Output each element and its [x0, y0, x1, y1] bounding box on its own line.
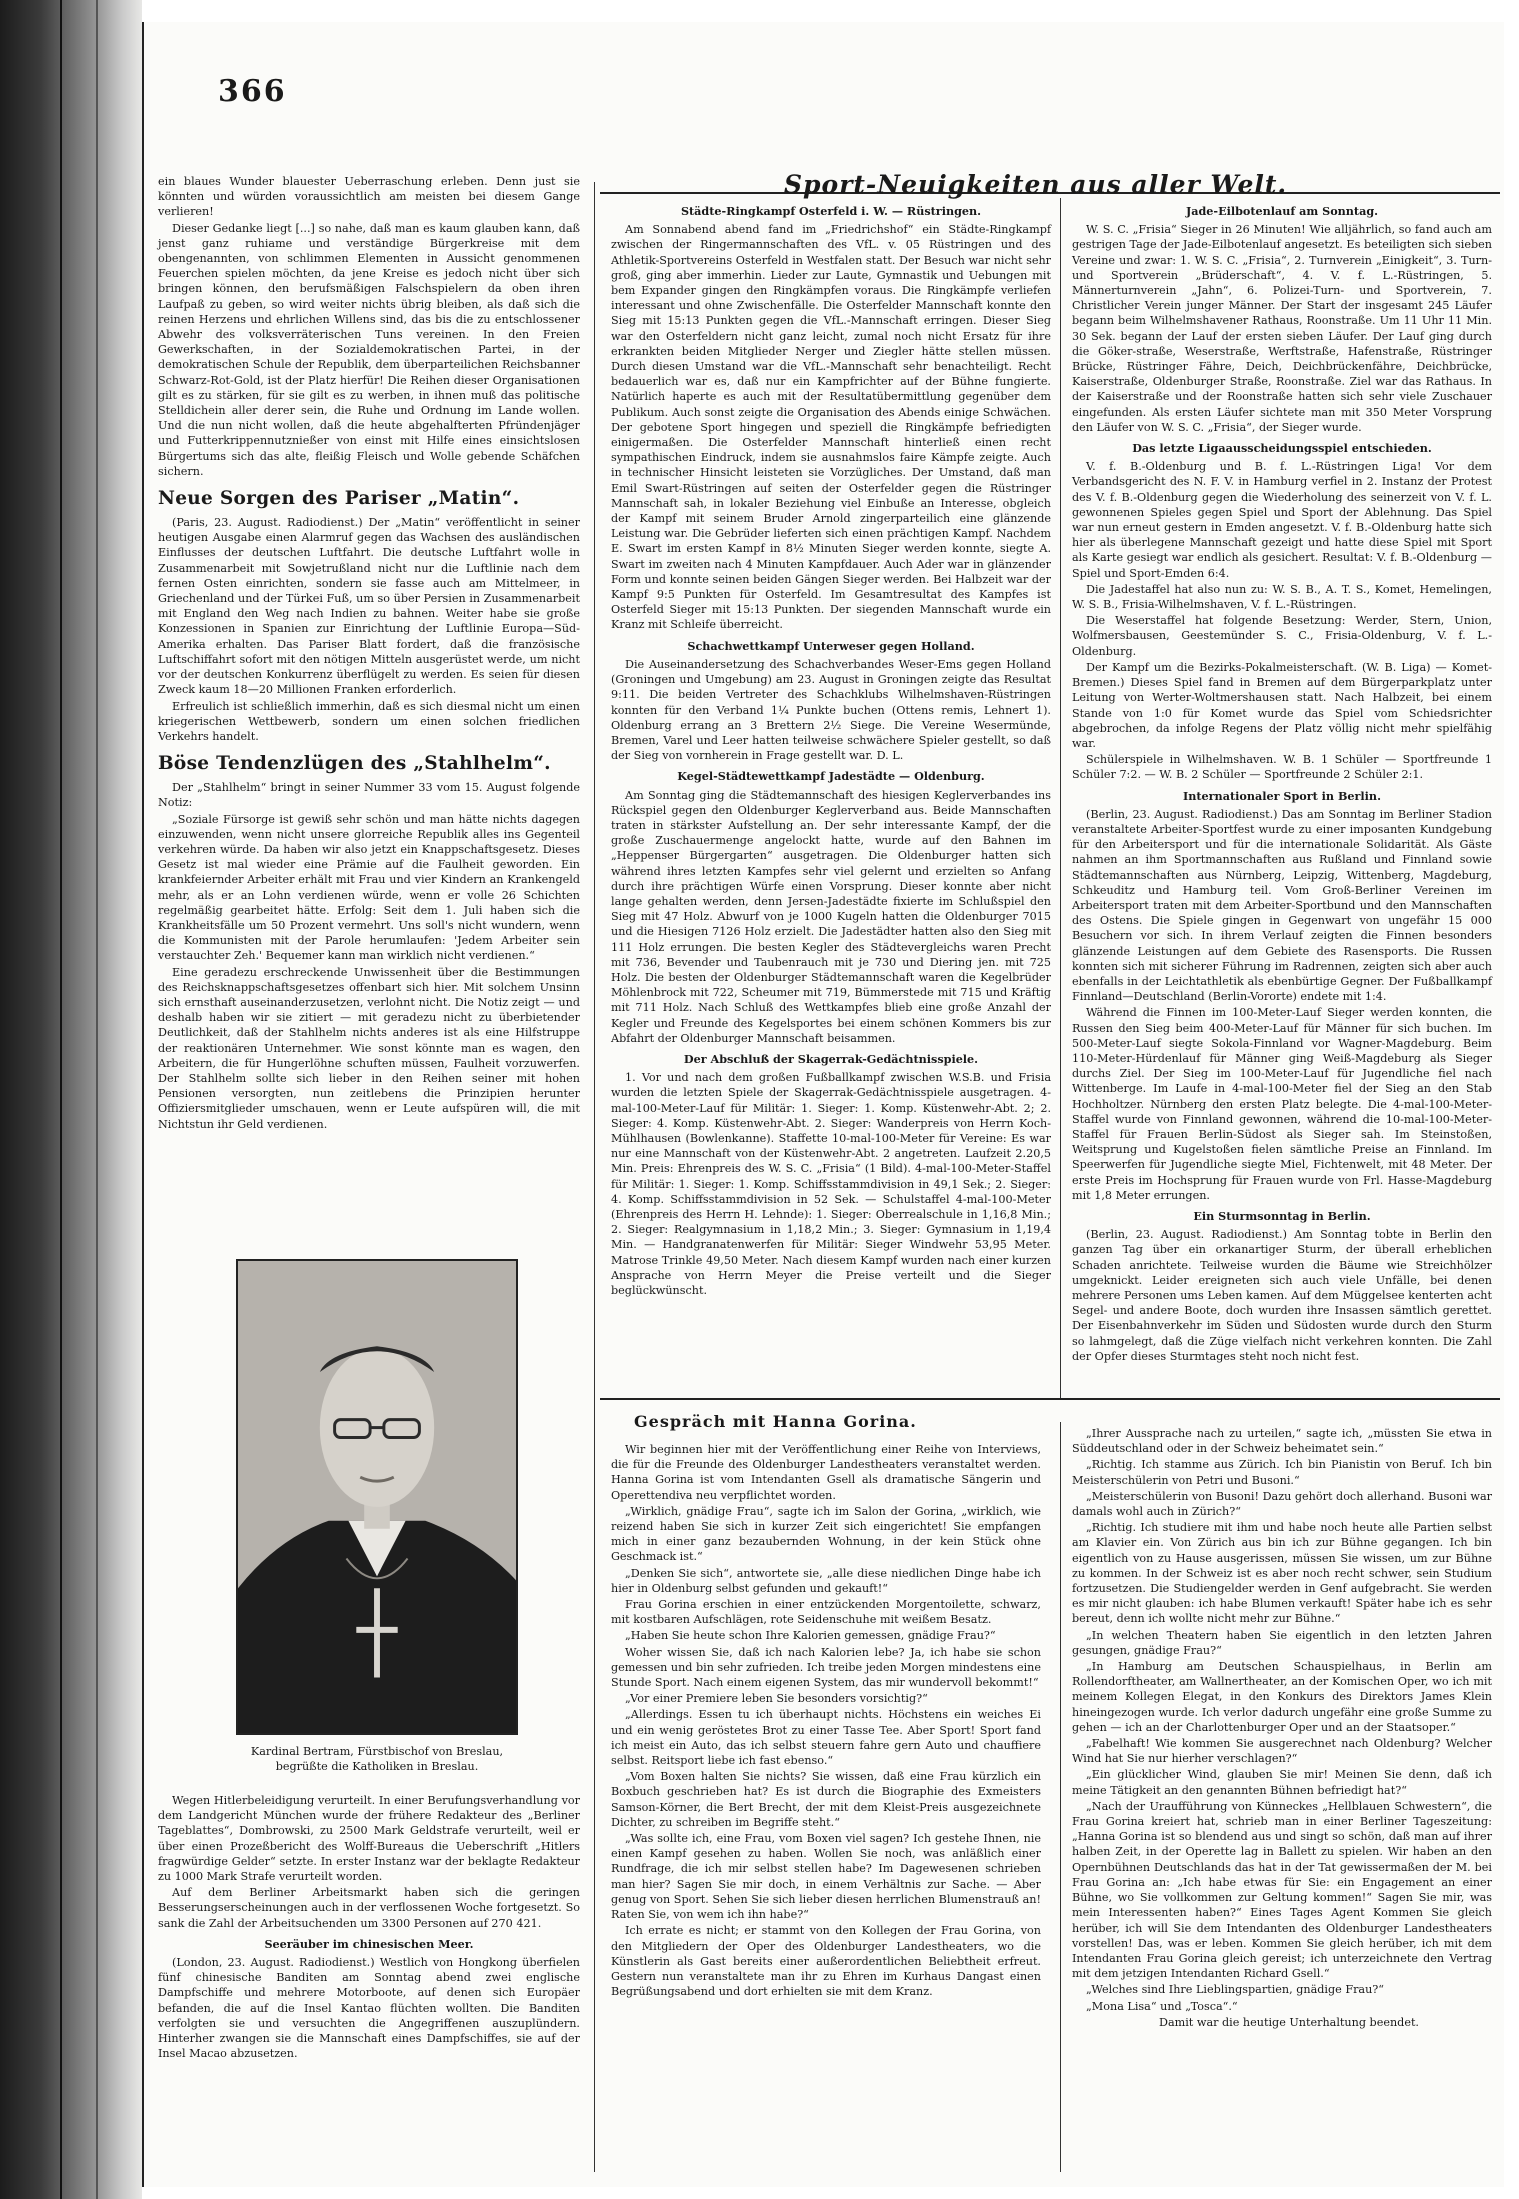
article-text: „Allerdings. Essen tu ich überhaupt nichts. Höchstens ein weiches Ei und ein wenig geröstetes Brot zu einer Tasse Tee. Aber Sport! Sport fand ich meist ein Auto, das ich selbst steuern fahre gern Auto und chauffiere selbst. Reitsport liebe ich fast ebenso.“	[611, 1708, 1041, 1768]
book-binding	[0, 0, 142, 2199]
article-text: „In Hamburg am Deutschen Schauspielhaus, in Berlin am Rollendorftheater, am Wallnertheater, an der Komischen Oper, wo ich mit meinem Kollegen Elegat, in den Konkurs des Direktors James Klein hineingezogen wurde. Ich verlor dadurch ungefähr eine große Summe zu gehen — ich an der Charlottenburger Oper und an der Staatsoper.“	[1072, 1660, 1492, 1734]
article-text: Ich errate es nicht; er stammt von den Kollegen der Frau Gorina, von den Mitgliedern der Oper des Oldenburger Landestheaters, wo die Künstlerin als Gast bereits einer außerordentlichen Beliebtheit erfreut. Gestern nun veranstaltete man ihr zu Ehren im Kurhaus Dangast einen Begrüßungsabend und dort erhielten sie mit dem Kranz.	[611, 1924, 1041, 1999]
column-sport	[611, 198, 1051, 1299]
article-text: „Ein glücklicher Wind, glauben Sie mir! Meinen Sie denn, daß ich meine Tätigkeit an den genannten Bühnen befriedigt hat?“	[1072, 1768, 1492, 1797]
column-left-bottom	[158, 1793, 580, 2062]
article-text: „Ihrer Aussprache nach zu urteilen,“ sagte ich, „müssten Sie etwa in Süddeutschland oder in der Schweiz beheimatet sein.“	[1072, 1427, 1492, 1456]
article-text: „Richtig. Ich studiere mit ihm und habe noch heute alle Partien selbst am Klavier ein. Von Zürich aus bin ich zur Bühne gegangen. Ich bin eigentlich von zu Hause ausgerissen, müssen Sie wissen, um zur Bühne zu kommen. In der Schweiz ist es aber noch recht schwer, sein Studium fortzusetzen. Die Studiengelder werden in Genf aufgebracht. Sie werden es mir nicht glauben: ich habe Blumen verkauft! Später habe ich es sehr bereut, denn ich wollte nicht mehr zur Bühne.“	[1072, 1521, 1492, 1626]
headline-matin: Neue Sorgen des Pariser „Matin“.	[158, 488, 520, 510]
column-rule	[594, 182, 595, 2172]
article-text: „Nach der Uraufführung von Künneckes „Hellblauen Schwestern“, die Frau Gorina kreiert hat, schrieb man in einer Berliner Tageszeitung: „Hanna Gorina ist so blendend aus und singt so schön, daß man auf ihrer halben Zeit, in der Operette lag in Ballett zu spielen. Wir haben an den Opernbühnen Deutschlands das hat in der Tat gewissermaßen der M. bei Frau Gorina an: „Ich habe etwas für Sie: ein Engagement an einer Bühne, wo Sie vollkommen zur Geltung kommen!“ Sagen Sie mir, was mein Interessenten haben?“ Eines Tages Agent Kommen Sie gleich herüber, ich will Sie dem Intendanten des Oldenburger Landestheaters vorstellen! Das, was er leben. Kommen Sie gleich herüber, ich mit dem Intendanten Frau Gorina gleich gereist; ich unterzeichnete den Vertrag mit dem jetzigen Intendanten Richard Gsell.“	[1072, 1799, 1492, 1981]
headline-sturm: Ein Sturmsonntag in Berlin.	[1193, 1209, 1371, 1223]
article-text: Die Weserstaffel hat folgende Besetzung: Werder, Stern, Union, Wolfmersbausen, Geestemünder S. C., Frisia-Oldenburg, V. f. L.-Oldenburg.	[1072, 614, 1492, 658]
article-text: Woher wissen Sie, daß ich nach Kalorien lebe? Ja, ich habe sie schon gemessen und bin sehr zufrieden. Ich treibe jeden Morgen mindestens eine Stunde Sport. Nach einem eigenen System, das mir wundervoll bekommt!“	[611, 1645, 1041, 1690]
article-text: Die Jadestaffel hat also nun zu: W. S. B., A. T. S., Komet, Hemelingen, W. S. B., Frisia-Wilhelmshaven, V. f. L.-Rüstringen.	[1072, 582, 1492, 612]
photo-caption-line: begrüßte die Katholiken in Breslau.	[275, 1760, 479, 1773]
article-text: Dieser Gedanke liegt [...] so nahe, daß man es kaum glauben kann, daß jenst ganz ruhiame und verständige Bürgerkreise mit dem obengenannten, von schlimmen Elementen in Aussicht genommenen Feuerchen spielen möchten, da jene Kreise es jedoch nicht über sich bringen können, den berufsmäßigen Falschspielern da oben ihren Laufpaß zu geben, so wird weiter nichts übrig bleiben, als daß sich die reinen Herzens und ehrlichen Willens sind, das bis die zu entschlossener Abwehr des volksverräterischen Tuns vereinen. In den Freien Gewerkschaften, in der Sozialdemokratischen Partei, in der demokratischen Schule der Republik, dem überparteilichen Reichsbanner Schwarz-Rot-Gold, ist der Platz hierfür! Die Reihen dieser Organisationen gilt es zu stärken, für sie gilt es zu werben, in ihnen muß das politische Stelldichein aller derer sein, die Ruhe und Ordnung im Lande wollen. Und die nun nicht wollen, daß die heute abgehalfterten Pfründenjäger und Futterkrippennutznießer von einst mit Hilfe eines einsichtslosen Bürgertums sich das alte, fleißig Fleisch und Wolle gebende Schäfchen sichern.	[158, 221, 580, 478]
headline-liga: Das letzte Ligaausscheidungsspiel entschieden.	[1132, 441, 1432, 456]
page-number: 366	[218, 74, 287, 109]
portrait-photo	[236, 1259, 518, 1735]
article-text: Auf dem Berliner Arbeitsmarkt haben sich die geringen Besserungserscheinungen auch in der verflossenen Woche fortgesetzt. So sank die Zahl der Arbeitsuchenden um 3300 Personen auf 270 421.	[158, 1886, 580, 1930]
newspaper-page	[142, 22, 1504, 2187]
article-text: Wir beginnen hier mit der Veröffentlichung einer Reihe von Interviews, die für die Freunde des Oldenburger Landestheaters veranstaltet werden. Hanna Gorina ist vom Intendanten Gsell als dramatische Sängerin und Operettendiva neu verpflichtet worden.	[611, 1443, 1041, 1502]
cardinal-portrait-icon	[238, 1261, 516, 1733]
photo-caption-line: Kardinal Bertram, Fürstbischof von Breslau,	[250, 1745, 504, 1758]
article-text: „Richtig. Ich stamme aus Zürich. Ich bin Pianistin von Beruf. Ich bin Meisterschülerin von Petri und Busoni.“	[1072, 1458, 1492, 1487]
article-text: „Welches sind Ihre Lieblingspartien, gnädige Frau?“	[1086, 1983, 1385, 1997]
sport-section-title: Sport-Neuigkeiten aus aller Welt.	[784, 170, 1288, 199]
headline-skagerrak: Der Abschluß der Skagerrak-Gedächtnisspiele.	[683, 1051, 979, 1066]
article-text: „Vor einer Premiere leben Sie besonders vorsichtig?“	[625, 1692, 928, 1706]
article-text: W. S. C. „Frisia“ Sieger in 26 Minuten! Wie alljährlich, so fand auch am gestrigen Tage der Jade-Eilbotenlauf angesetzt. Es beteiligten sich sieben Vereine und zwar: 1. W. S. C. „Frisia“, 2. Turnverein „Einigkeit“, 3. Turn- und Sportverein „Brüderschaft“, 4. V. f. L.-Rüstringen, 5. Männerturnverein „Jahn“, 6. Polizei-Turn- und Sportverein, 7. Christlicher Verein junger Männer. Der Start der insgesamt 245 Läufer begann beim Wilhelmshavener Rathaus, Roonstraße. Um 11 Uhr 11 Min. 30 Sek. begann der Lauf der ersten sieben Läufer. Der Lauf ging durch die Göker-straße, Weserstraße, Werftstraße, Hafenstraße, Rüstringer Brücke, Rüstringer Fähre, Deich, Deichbrückenfähre, Deichbrücke, Kaiserstraße, Oldenburger Straße, Roonstraße. Ziel war das Rathaus. In der Kaiserstraße und der Roonstraße hatten sich sehr viele Zuschauer eingefunden. Als ersten Läufer sichtete man mit 350 Meter Vorsprung den Läufer von W. S. C. „Frisia“, der Sieger wurde.	[1072, 223, 1492, 434]
article-text: (London, 23. August. Radiodienst.) Westlich von Hongkong überfielen fünf chinesische Banditen am Sonntag abend zwei englische Dampfschiffe und mehrere Motorboote, auf denen sich Europäer befanden, die auf die Insel Kantao flüchten wollten. Die Banditen verfolgten sie und versuchten die Angegriffenen auszuplündern. Hinterher zwangen sie die Mannschaft eines Dampfschiffes, sie auf der Insel Macao abzusetzen.	[158, 1956, 580, 2061]
headline-kegel: Kegel-Städtewettkampf Jadestädte — Oldenburg.	[677, 769, 985, 784]
article-text: „Haben Sie heute schon Ihre Kalorien gemessen, gnädige Frau?“	[625, 1629, 996, 1643]
article-text: (Paris, 23. August. Radiodienst.) Der „Matin“ veröffentlicht in seiner heutigen Ausgabe einen Alarmruf gegen das Wachsen des ausländischen Einflusses der deutschen Luftfahrt. Die deutsche Luftfahrt wolle in Zusammenarbeit mit Sowjetrußland nicht nur die Luftlinie nach dem fernen Osten einrichten, sondern sie fasse auch am Mittelmeer, in Griechenland und der Türkei Fuß, um so über Persien in Zusammenarbeit mit England den Weg nach Indien zu bahnen. Weiter habe sie große Konzessionen in Spanien zur Einrichtung der Luftlinie Europa—Süd-Amerika erhalten. Das Pariser Blatt fordert, daß die französische Luftschiffahrt sofort mit den nötigen Mitteln ausgerüstet werde, um nicht vor der deutschen Konkurrenz überflügelt zu werden. Es seien für diesen Zweck kaum 18—20 Millionen Franken erforderlich.	[158, 516, 580, 697]
article-text: „Fabelhaft! Wie kommen Sie ausgerechnet nach Oldenburg? Welcher Wind hat Sie nur hierher verschlagen?“	[1072, 1737, 1492, 1766]
article-text: „Soziale Fürsorge ist gewiß sehr schön und man hätte nichts dagegen einzuwenden, wenn nicht unsere glorreiche Republik alles ins Gegenteil verkehren würde. Da haben wir also jetzt ein Knappschaftsgesetz. Dieses Gesetz ist mal wieder eine Prämie auf die Faulheit geworden. Ein krankfeiernder Arbeiter erhält mit Frau und vier Kindern an Krankengeld mehr, als er an Lohn verdienen würde, wenn er volle 26 Schichten regelmäßig gearbeitet hätte. Erfolg: Seit dem 1. Juli haben sich die Krankheitsfälle um 50 Prozent vermehrt. Uns soll's nicht wundern, wenn die Kommunisten mit der Parole herumlaufen: 'Jedem Arbeiter sein verstauchter Zeh.' Bequemer kann man wirklich nicht verdienen.“	[158, 812, 580, 963]
article-text: Während die Finnen im 100-Meter-Lauf Sieger werden konnten, die Russen den Sieg beim 400-Meter-Lauf für Männer für sich buchen. Im 500-Meter-Lauf siegte Sokola-Finnland vor Wagner-Magdeburg. Beim 110-Meter-Hürdenlauf für Männer ging Weiß-Magdeburg als Sieger durchs Ziel. Der Sieg im 100-Meter-Lauf für Jugendliche fiel nach Wittenberge. Im Laufe in 4-mal-100-Meter fiel der Sieg an den Stab Hochholtzer. Nürnberg den ersten Platz belegte. Die 4-mal-100-Meter-Staffel wurde von Finnland gewonnen, während die 10-mal-100-Meter-Staffel für Frauen Berlin-Südost als Sieger sah. Im Steinstoßen, Weitsprung und Kugelstoßen fielen sämtliche Preise an Finnland. Im Speerwerfen für Jugendliche siegte Miel, Fichtenwelt, mit 48 Meter. Der erste Preis im Hochsprung für Frauen wurde von Frl. Hasse-Magdeburg mit 1,8 Meter errungen.	[1072, 1006, 1492, 1202]
article-text: Die Auseinandersetzung des Schachverbandes Weser-Ems gegen Holland (Groningen und Umgebung) am 23. August in Groningen zeigte das Resultat 9:11. Die beiden Vertreter des Schachklubs Wilhelmshaven-Rüstringen konnten für den Verband 1¼ Punkte buchen (Ottens remis, Lehnert 1). Oldenburg errang an 3 Brettern 2½ Siege. Die Vereine Wesermünde, Bremen, Varel und Leer hatten teilweise schwächere Spieler gestellt, so daß der Sieg von vornherein in Frage gestellt war. D. L.	[611, 657, 1051, 763]
column-left	[158, 174, 580, 1133]
article-text: Der „Stahlhelm“ bringt in seiner Nummer 33 vom 15. August folgende Notiz:	[158, 781, 580, 810]
binding-edge	[60, 0, 62, 2199]
headline-jade-lauf: Jade-Eilbotenlauf am Sonntag.	[1185, 204, 1379, 218]
article-text: „Vom Boxen halten Sie nichts? Sie wissen, daß eine Frau kürzlich ein Boxbuch geschrieben hat? Es ist durch die Biographie des Exmeisters Samson-Körner, die Bert Brecht, der mit dem Kleist-Preis ausgezeichnete Dichter, zu schreiben im Begriffe steht.“	[611, 1770, 1041, 1829]
article-text: „Meisterschülerin von Busoni! Dazu gehört doch allerhand. Busoni war damals wohl auch in Zürich?“	[1072, 1489, 1492, 1519]
article-text: Der Kampf um die Bezirks-Pokalmeisterschaft. (W. B. Liga) — Komet-Bremen.) Dieses Spiel fand in Bremen auf dem Bürgerparkplatz unter Leitung von Werter-Woltmershausen statt. Nach Halbzeit, bei einem Stande von 1:0 für Komet wurde das Spiel vom Schiedsrichter abgebrochen, da infolge Regens der Platz völlig nicht mehr spielfähig war.	[1072, 660, 1492, 750]
article-text: 1. Vor und nach dem großen Fußballkampf zwischen W.S.B. und Frisia wurden die letzten Spiele der Skagerrak-Gedächtnisspiele ausgetragen. 4-mal-100-Meter-Lauf für Militär: 1. Sieger: 1. Komp. Küstenwehr-Abt. 2; 2. Sieger: 4. Komp. Küstenwehr-Abt. 2. Sieger: Wanderpreis von Herrn Koch-Mühlhausen (Bowlenkanne). Staffette 10-mal-100-Meter für Vereine: Es war nur eine Mannschaft von der Küstenwehr-Abt. 2 angetreten. Laufzeit 2.20,5 Min. Preis: Ehrenpreis des W. S. C. „Frisia“ (1 Bild). 4-mal-100-Meter-Staffel für Militär: 1. Sieger: 1. Komp. Schiffsstammdivision in 49,1 Sek.; 2. Sieger: 4. Komp. Schiffsstammdivision in 52 Sek. — Schulstaffel 4-mal-100-Meter (Ehrenpreis des Herrn H. Lehnde): 1. Sieger: Oberrealschule in 1,16,8 Min.; 2. Sieger: Realgymnasium in 1,18,2 Min.; 3. Sieger: Gymnasium in 1,19,4 Min. — Handgranatenwerfen für Militär: Sieger Windwehr 53,95 Meter. Matrose Trinkle 49,50 Meter. Nach diesem Kampf wurden nach einer kurzen Ansprache von Herrn Meyer die Preise verteilt und die Sieger beglückwünscht.	[611, 1071, 1051, 1298]
article-text: Am Sonnabend abend fand im „Friedrichshof“ ein Städte-Ringkampf zwischen der Ringermannschaften des VfL. v. 05 Rüstringen und des Athletik-Sportvereins Osterfeld in Westfalen statt. Der Besuch war nicht sehr groß, ging aber immerhin. Lieder zur Laute, Gymnastik und Uebungen mit bem Expander gingen den Ringkämpfen voraus. Die Ringkämpfe verliefen interessant und ohne Zwischenfälle. Die Osterfelder Mannschaft konnte den Sieg mit 15:13 Punkten gegen die VfL.-Mannschaft erringen. Dieser Sieg war den Osterfeldern nicht ganz leicht, zumal noch nicht Ersatz für ihre erkrankten beiden Mitglieder Nerger und Ziegler hätte stellen müssen. Durch diesen Umstand war die VfL.-Mannschaft sehr benachteiligt. Recht bedauerlich war es, daß nur ein Kampfrichter auf der Bühne fungierte. Natürlich haperte es auch mit der Resultatübermittlung gegenüber dem Publikum. Auch sonst zeigte die Organisation des Abends einige Schwächen. Der gebotene Sport hingegen und speziell die Ringkämpfe befriedigten einigermaßen. Die Osterfelder Mannschaft hinterließ einen recht sympathischen Eindruck, indem sie ausnahmslos faire Kämpfe zeigte. Auch in technischer Hinsicht leisteten sie Vorzügliches. Der Umstand, daß man Emil Swart-Rüstringen auf seiten der Osterfelder gegen die Rüstringer Mannschaft sah, in lokaler Beziehung viel Einbuße an Interesse, obgleich der Kampf mit seinem Bruder Arnold zingerparteilich eine glänzende Leistung war. Die Gebrüder lieferten sich einen prächtigen Kampf. Nachdem E. Swart im ersten Kampf in 8½ Minuten Sieger werden konnte, siegte A. Swart im zweiten nach 4 Minuten Kampfdauer. Auch Ader war in glänzender Form und konnte seinen beiden Gängen Sieger werden. Bei Halbzeit war der Kampf 9:5 Punkten für Osterfeld. Im Gesamtresultat des Kampfes ist Osterfeld Sieger mit 15:13 Punkten. Der siegenden Mannschaft wurde ein Kranz mit Schleife überreicht.	[611, 223, 1051, 632]
column-rule	[1060, 1422, 1061, 2172]
section-rule	[600, 1398, 1500, 1400]
article-text: Am Sonntag ging die Städtemannschaft des hiesigen Keglerverbandes ins Rückspiel gegen den Oldenburger Keglerverband aus. Beide Mannschaften traten in stärkster Aufstellung an. Der sehr interessante Kampf, der die große Zuschauermenge angelockt hatte, wurde auf den Bahnen im „Heppenser Bürgergarten“ ausgetragen. Die Oldenburger hatten sich während ihres letzten Kampfes sehr viel gelernt und erzielten so Anfang durch ihre prächtigen Würfe einen Vorsprung. Dieser konnte aber nicht lange gehalten werden, denn Jersen-Jadestädte fixierte im Schlußspiel den Sieg mit 47 Holz. Abwurf von je 1000 Kugeln hatten die Oldenburger 7015 und die Hiesigen 7126 Holz erzielt. Die Jadestädter hatten also den Sieg mit 111 Holz errungen. Die besten Kegler des Städtevergleichs waren Precht mit 736, Bevender und Taubenrauch mit je 730 und Diering jen. mit 725 Holz. Die besten der Oldenburger Städtemannschaft waren die Kegelbrüder Möhlenbrock mit 722, Scheumer mit 719, Bümmerstede mit 715 und Kräftig mit 711 Holz. Nach Schluß des Wettkampfes blieb eine große Anzahl der Kegler und Freunde des Kegelsportes bei einem schönen Kommers bis zur Abfahrt der Oldenburger Mannschaft beisammen.	[611, 788, 1051, 1045]
article-text: Schülerspiele in Wilhelmshaven. W. B. 1 Schüler — Sportfreunde 1 Schüler 7:2. — W. B. 2 Schüler — Sportfreunde 2 Schüler 2:1.	[1072, 753, 1492, 782]
article-text: V. f. B.-Oldenburg und B. f. L.-Rüstringen Liga! Vor dem Verbandsgericht des N. F. V. in Hamburg verfiel in 2. Instanz der Protest des V. f. B.-Oldenburg gegen die Wiederholung des seinerzeit von V. f. L. gewonnenen Spieles gegen Spiel und Sport der Ablehnung. Das Spiel war nun erneut gestern in Emden angesetzt. V. f. B.-Oldenburg hatte sich hier als überlegene Mannschaft gezeigt und hatte diese Spiel mit Sport als Karte gesiegt war endlich als gesichert. Resultat: V. f. B.-Oldenburg — Spiel und Sport-Emden 6:4.	[1072, 460, 1492, 580]
article-text: ein blaues Wunder blauester Ueberraschung erleben. Denn just sie könnten und würden voraussichtlich am meisten bei diesem Gange verlieren!	[158, 175, 580, 219]
binding-edge	[96, 0, 98, 2199]
photo-caption	[216, 1744, 538, 1774]
article-text: Erfreulich ist schließlich immerhin, daß es sich diesmal nicht um einen kriegerischen Wettbewerb, sondern um einen solchen friedlichen Verkehrs handelt.	[158, 699, 580, 743]
headline-berlin-sport: Internationaler Sport in Berlin.	[1183, 788, 1381, 803]
column-interview-right	[1072, 1426, 1492, 2031]
article-text: Eine geradezu erschreckende Unwissenheit über die Bestimmungen des Reichsknappschaftsgesetzes offenbart sich hier. Mit solchem Unsinn sich ernsthaft auseinanderzusetzen, verlohnt nicht. Die Notiz zeigt — und deshalb haben wir sie zitiert — mit geradezu nicht zu überbietender Deutlichkeit, daß der Stahlhelm nichts anderes ist als eine Hilfstruppe der reaktionären Unternehmer. Wie sonst könnte man es wagen, den Arbeitern, die für Hungerlöhne schuften müssen, Faulheit vorzuwerfen. Der Stahlhelm sollte sich lieber in den Reihen seiner mit hohen Pensionen versorgten, nun zeitlebens die Prinzipien herunter Offiziersmitglieder umschauen, wenn er Leute aufspüren will, die mit Nichtstun ihr Geld verdienen.	[158, 965, 580, 1131]
article-text: „Wirklich, gnädige Frau“, sagte ich im Salon der Gorina, „wirklich, wie reizend haben Sie sich in kurzer Zeit sich eingerichtet! Sie empfangen mich in einer ganz bezaubernden Wohnung, in der kein Stück ohne Geschmack ist.“	[611, 1504, 1041, 1564]
article-text: „Was sollte ich, eine Frau, vom Boxen viel sagen? Ich gestehe Ihnen, nie einen Kampf gesehen zu haben. Wollen Sie noch, was anläßlich einer Rundfrage, die ich mir selbst stellen habe? Im Dagewesenen schrieben man hier? Sagen Sie mir doch, in einem Verhältnis zur Sache. — Aber genug von Sport. Sehen Sie sich lieber diesen herrlichen Blumenstrauß an! Raten Sie, von wem ich ihn habe?“	[611, 1832, 1041, 1922]
article-text: (Berlin, 23. August. Radiodienst.) Am Sonntag tobte in Berlin den ganzen Tag über ein orkanartiger Sturm, der überall erheblichen Schaden anrichtete. Teilweise wurden die Bäume wie Streichhölzer umgeknickt. Leider ereigneten sich auch viele Unfälle, bei denen mehrere Personen ums Leben kamen. Auf dem Müggelsee kenterten acht Segel- und andere Boote, doch wurden ihre Insassen sämtlich gerettet. Der Eisenbahnverkehr im Süden und Südosten wurde durch den Sturm so lahmgelegt, daß die Züge vielfach nicht verkehren konnten. Die Zahl der Opfer dieses Sturmtages steht noch nicht fest.	[1072, 1228, 1492, 1363]
article-text: „Denken Sie sich“, antwortete sie, „alle diese niedlichen Dinge habe ich hier in Oldenburg selbst gefunden und gekauft!“	[611, 1566, 1041, 1595]
article-text: (Berlin, 23. August. Radiodienst.) Das am Sonntag im Berliner Stadion veranstaltete Arbeiter-Sportfest wurde zu einer imposanten Kundgebung für den Arbeitersport und für die internationale Solidarität. Als Gäste nahmen an ihm Sportmannschaften aus Rußland und Finnland sowie Städtemannschaften aus Nürnberg, Leipzig, Wittenberg, Magdeburg, Schkeuditz und Hamburg teil. Vom Groß-Berliner Vereinen im Arbeitersport traten mit dem Arbeiter-Sportbund und den Mannschaften des Ostens. Die Spiele gingen in Gegenwart von ungefähr 15 000 Besuchern vor sich. In ihrem Verlauf zeigten die Finnen besonders glänzende Leistungen auf dem Gebiete des Rasensports. Die Russen konnten sich mit sicherer Führung im Radrennen, zeigten sich aber auch ebenfalls in der Leichtathletik als ebenbürtige Gegner. Der Fußballkampf Finnland—Deutschland (Berlin-Vororte) endete mit 1:4.	[1072, 807, 1492, 1004]
article-text: „Mona Lisa“ und „Tosca“.“	[1086, 1999, 1238, 2013]
interview-title: Gespräch mit Hanna Gorina.	[634, 1412, 917, 1431]
column-interview	[611, 1442, 1041, 2000]
article-text: Damit war die heutige Unterhaltung beendet.	[1158, 2015, 1419, 2029]
article-text: „In welchen Theatern haben Sie eigentlich in den letzten Jahren gesungen, gnädige Frau?“	[1072, 1628, 1492, 1657]
headline-schach: Schachwettkampf Unterweser gegen Holland.	[687, 638, 975, 653]
headline-ringkampf: Städte-Ringkampf Osterfeld i. W. — Rüstringen.	[680, 204, 982, 218]
column-sport-right	[1072, 198, 1492, 1365]
headline-seeraeuber: Seeräuber im chinesischen Meer.	[264, 1936, 474, 1951]
column-rule	[1060, 198, 1061, 1398]
article-text: Wegen Hitlerbeleidigung verurteilt. In einer Berufungsverhandlung vor dem Landgericht München wurde der frühere Redakteur des „Berliner Tageblattes“, Dombrowski, zu 2500 Mark Geldstrafe verurteilt, weil er über einen Prozeßbericht des Wolff-Bureaus die Ueberschrift „Hitlers fragwürdige Gelder“ setzte. In erster Instanz war der beklagte Redakteur zu 1000 Mark Strafe verurteilt worden.	[158, 1794, 580, 1884]
headline-stahlhelm: Böse Tendenzlügen des „Stahlhelm“.	[158, 753, 551, 775]
article-text: Frau Gorina erschien in einer entzückenden Morgentoilette, schwarz, mit kostbaren Aufschlägen, rote Seidenschuhe mit weißem Besatz.	[611, 1598, 1041, 1627]
